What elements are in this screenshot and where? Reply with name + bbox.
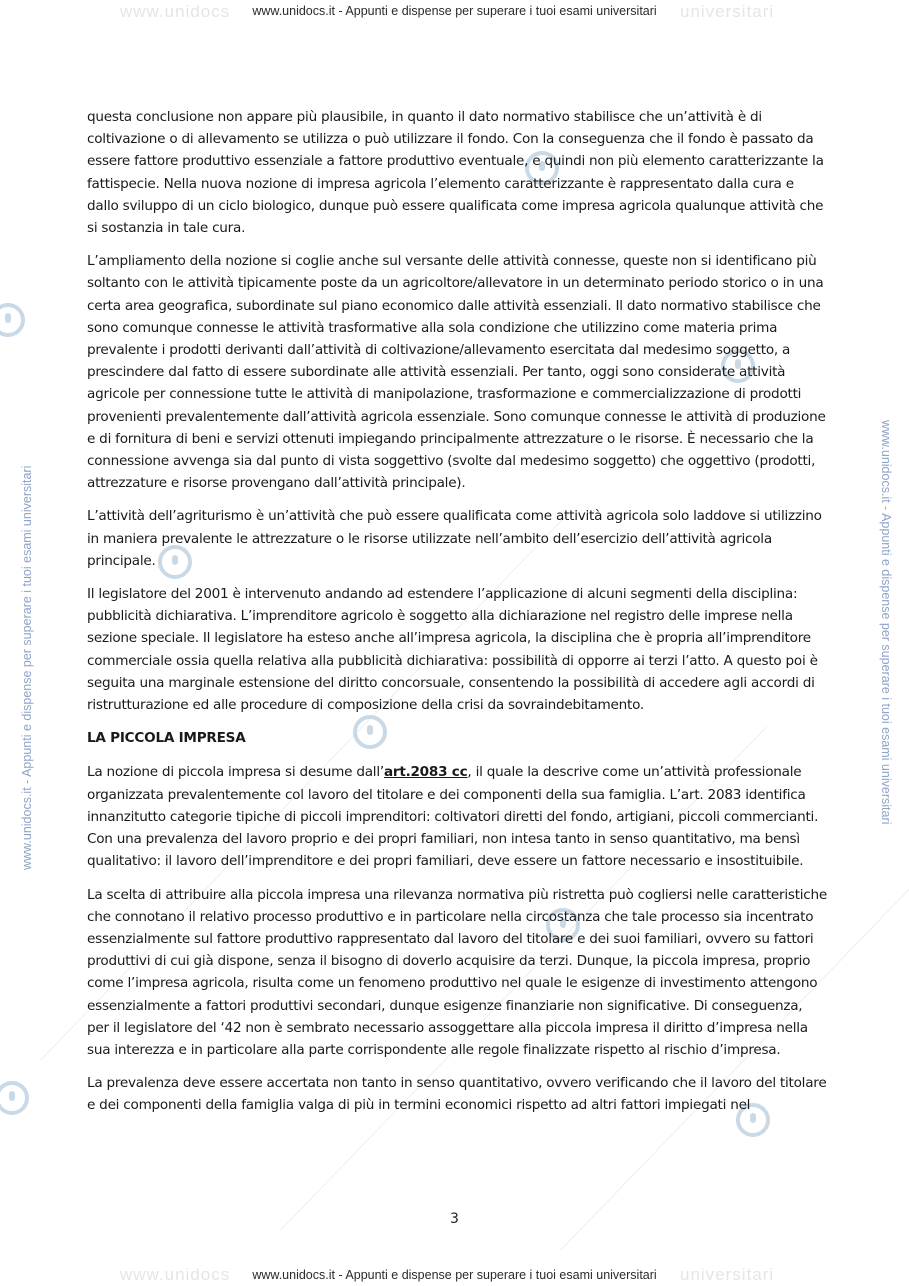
paragraph: Il legislatore del 2001 è intervenuto andando ad estendere l’applicazione di alcuni segmenti della disciplina: pubblicità dichiarativa. L’imprenditore agricolo è soggetto alla dichiarazione nel registro delle imprese nella sezione speciale. Il legislatore ha esteso anche all’impresa agricola, la disciplina che è propria all’imprenditore commerciale ossia quella relativa alla pubblicità dichiarativa: possibilità di opporre ai terzi l’atto. A questo poi è seguita una marginale estensione del diritto concorsuale, consentendo la possibilità di accedere agli accordi di ristrutturazione ed alle procedure di composizione della crisi da sovraindebitamento. xyxy=(87,586,818,714)
ghost-watermark-left: www.unidocs xyxy=(120,2,231,21)
paragraph: questa conclusione non appare più plausibile, in quanto il dato normativo stabilisce che un’attività è di coltivazione o di allevamento se utilizza o può utilizzare il fondo. Con la conseguenza che il fondo è passato da essere fattore produttivo essenziale a fattore produttivo eventuale, e quindi non più elemento caratterizzante la fattispecie. Nella nuova nozione di impresa agricola l’elemento caratterizzante è rappresentato dalla cura e dallo sviluppo di un ciclo biologico, dunque può essere qualificata come impresa agricola qualunque attività che si sostanzia in tale cura. xyxy=(87,109,824,237)
article-reference-link[interactable]: art.2083 cc xyxy=(383,764,468,781)
ghost-watermark-left-bottom: www.unidocs xyxy=(120,1265,231,1284)
paragraph: L’ampliamento della nozione si coglie anche sul versante delle attività connesse, queste non si identificano più soltanto con le attività tipicamente poste da un agricoltore/allevatore in un determinato periodo storico o in una certa area geografica, subordinate sul piano economico dalle attività essenziali. Il dato normativo stabilisce che sono comunque connesse le attività trasformative alla sola condizione che utilizzino come materia prima prevalente i prodotti derivanti dall’attività di coltivazione/allevamento esercitata dal medesimo soggetto, a prescindere dal fatto di essere subordinate alle attività essenziali. Per tanto, oggi sono considerate attività agricole per connessione tutte le attività di manipolazione, trasformazione e commercializzazione di prodotti provenienti prevalentemente dall’attività agricola essenziale. Sono comunque connesse le attività di produzione e di fornitura di beni e servizi ottenuti impiegando principalmente attrezzature o le risorse. È necessario che la connessione avvenga sia dal punto di vista soggettivo (svolte dal medesimo soggetto) che oggettivo (prodotti, attrezzature e risorse provengano dall’attività principale). xyxy=(87,253,826,492)
page-number: 3 xyxy=(450,1211,459,1227)
ghost-watermark-right-bottom: universitari xyxy=(680,1265,775,1284)
paragraph-text: , il quale la descrive come un’attività professionale organizzata prevalentemente col lavoro del titolare e dei componenti della sua famiglia. L’art. 2083 identifica innanzitutto categorie tipiche di piccoli imprenditori: coltivatori diretti del fondo, artigiani, piccoli commercianti. Con una prevalenza del lavoro proprio e dei propri familiari, non intesa tanto in senso quantitativo, ma bensì qualitativo: il lavoro dell’imprenditore e dei propri familiari, deve essere un fattore necessario e insostituibile. xyxy=(87,764,819,870)
side-watermark-right: www.unidocs.it - Appunti e dispense per superare i tuoi esami universitari xyxy=(879,420,893,825)
paragraph: L’attività dell’agriturismo è un’attività che può essere qualificata come attività agricola solo laddove si utilizzino in maniera prevalente le attrezzature o le risorse utilizzate nell’ambito dell’esercizio dell’attività agricola principale. xyxy=(87,508,822,569)
footer-watermark: www.unidocs.it - Appunti e dispense per superare i tuoi esami universitari xyxy=(252,1268,657,1282)
document-body xyxy=(87,106,827,1128)
paragraph xyxy=(87,761,827,872)
side-watermark-left: www.unidocs.it - Appunti e dispense per superare i tuoi esami universitari xyxy=(20,465,34,870)
header-watermark: www.unidocs.it - Appunti e dispense per superare i tuoi esami universitari xyxy=(252,4,657,18)
section-heading: LA PICCOLA IMPRESA xyxy=(87,730,246,747)
unidocs-logo-icon xyxy=(0,1078,32,1118)
paragraph-text: La nozione di piccola impresa si desume dall’ xyxy=(87,764,384,781)
paragraph: La scelta di attribuire alla piccola impresa una rilevanza normativa più ristretta può cogliersi nelle caratteristiche che connotano il relativo processo produttivo e in particolare nella circostanza che tale processo sia incentrato essenzialmente sul fattore produttivo rappresentato dal lavoro del titolare e dei suoi familiari, ovvero su fattori produttivi di cui già dispone, senza il bisogno di doverlo acquisire da terzi. Dunque, la piccola impresa, proprio come l’impresa agricola, risulta come un fenomeno produttivo nel quale le esigenze di investimento attengono essenzialmente a fattori produttivi secondari, dunque esigenze finanziarie non significative. Di conseguenza, per il legislatore del ‘42 non è sembrato necessario assoggettare alla piccola impresa il diritto d’impresa nella sua interezza e in particolare alla parte corrispondente alle regole finalizzate rispetto al rischio d’impresa. xyxy=(87,886,828,1058)
ghost-watermark-right: universitari xyxy=(680,2,775,21)
unidocs-logo-icon xyxy=(0,300,28,340)
paragraph: La prevalenza deve essere accertata non tanto in senso quantitativo, ovvero verificando che il lavoro del titolare e dei componenti della famiglia valga di più in termini economici rispetto ad altri fattori impiegati nel xyxy=(87,1075,827,1114)
